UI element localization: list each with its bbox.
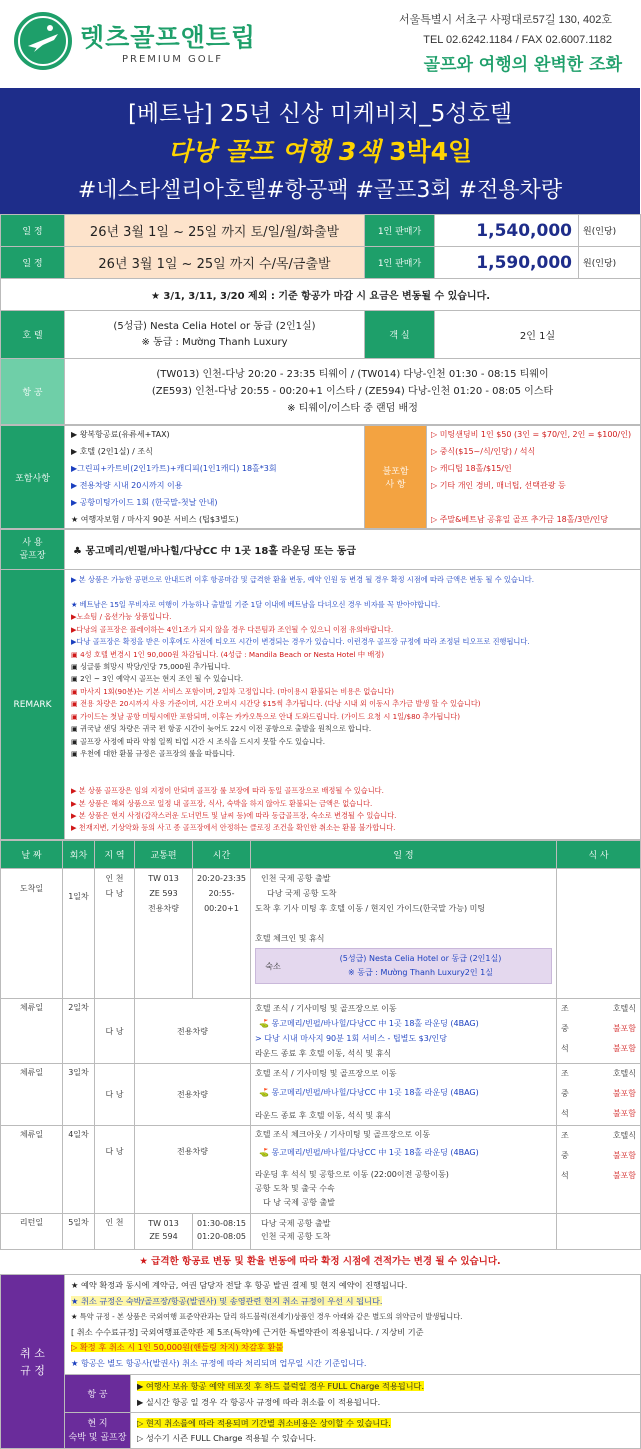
cancel-line-text: ★ 취소 규정은 숙박/골프장/항공(발권사) 및 송영관련 현지 취소 규정이 우선 시 됩니다. — [71, 1295, 383, 1306]
cancel-lines — [65, 1275, 641, 1375]
includes-row — [1, 426, 641, 529]
sched-item: 호텔 조식 / 기사미팅 및 골프장으로 이동 — [255, 1069, 397, 1078]
time-cell — [193, 869, 251, 999]
itin-day-3 — [1, 1064, 641, 1126]
flight-line3: ※ 티웨이/이스타 중 랜덤 배정 — [287, 403, 418, 414]
golf-round-text: 몽고메리/빈펄/바나힐/다낭CC 中 1곳 18홀 라운딩 (4BAG) — [271, 1148, 479, 1157]
area-item: 다 낭 — [105, 889, 124, 898]
day-cell: 체류일 — [1, 1064, 63, 1126]
golf-text: ♣ 몽고메리/빈펄/바나힐/다낭CC 中 1곳 18홀 라운딩 또는 동급 — [65, 530, 641, 570]
sched-item: 인천 국제 공항 출발 — [261, 874, 331, 883]
golf-round — [255, 1081, 552, 1108]
meal-type: 석 — [561, 1044, 569, 1053]
tagline: 골프와 여행의 완벽한 조화 — [423, 55, 622, 75]
price-value: 1,590,000 — [435, 247, 579, 279]
title-line2a: 다낭 골프 여행 3색 — [167, 137, 381, 166]
col-area: 지 역 — [95, 841, 135, 869]
cancel-local-line — [137, 1416, 634, 1431]
remark-line: ▣ 우천에 대한 환불 규정은 골프장의 룰을 따릅니다. — [71, 748, 235, 758]
meal-type: 조 — [561, 1131, 569, 1140]
sched-item: 인천 국제 공항 도착 — [261, 1232, 331, 1241]
meal-value: 불포함 — [612, 1024, 636, 1033]
logo-icon — [14, 12, 72, 70]
include-item: ★ 여행자보험 / 마사지 90분 서비스 (팁$3별도) — [71, 515, 239, 524]
time-item: 20:55-00:20+1 — [204, 889, 239, 913]
cancel-local-row — [1, 1413, 641, 1449]
title-line2 — [0, 132, 640, 172]
cancel-line — [71, 1294, 634, 1310]
time-item: 01:20-08:05 — [197, 1232, 246, 1241]
area-cell — [95, 869, 135, 999]
meal-cell — [557, 999, 641, 1064]
remark-line: ▣ 전용 차량은 20시까지 사용 가준이며, 시간 오버시 시간당 $15씩 추가됩니다. (다낭 시내 외 이동시 추가금 발생 할 수 있습니다) — [71, 699, 481, 709]
cancel-local-line: ▷ 성수기 시즌 FULL Charge 적용될 수 있습니다. — [137, 1432, 317, 1443]
notice-text: ★ 3/1, 3/11, 3/20 제외 : 기준 항공가 마감 시 요금은 변동될 수 있습니다. — [1, 279, 641, 311]
remark-line — [71, 587, 640, 599]
sched-item: 라운드 종료 후 호텔 이동, 석식 및 휴식 — [255, 1111, 392, 1120]
col-schedule: 일 정 — [251, 841, 557, 869]
remark-line: ▣ 마사지 1회(90분)는 기본 서비스 포함이며, 2일차 고정입니다. (마이용시 환불되는 비용은 없습니다) — [71, 686, 394, 696]
area-cell: 다 낭 — [95, 1126, 135, 1214]
hotel-name: (5성급) Nesta Celia Hotel or 동급 (2인1실) — [113, 320, 316, 332]
transport-cell — [135, 869, 193, 999]
sched-item: 다 낭 국제 공항 출발 — [263, 1198, 335, 1207]
contact-info — [399, 10, 612, 50]
flight-line1: (TW013) 인천-다낭 20:20 - 23:35 티웨이 / (TW014) 다낭-인천 01:30 - 08:15 티웨이 — [156, 369, 549, 380]
title-line3: #네스타셀리아호텔#항공팩 #골프3회 #전용차량 — [77, 178, 563, 203]
hotel-cell — [65, 311, 365, 359]
area-cell: 다 낭 — [95, 1064, 135, 1126]
meal-row — [561, 1126, 636, 1146]
hotel-box — [255, 948, 552, 984]
transport-item: TW 013 — [148, 874, 179, 883]
sched-item: 라운딩 후 석식 및 공항으로 이동 (22:00이전 공항이동) — [255, 1170, 449, 1179]
transport-cell: 전용차량 — [135, 1064, 251, 1126]
schedule-label: 일 정 — [1, 215, 65, 247]
time-item: 20:20-23:35 — [197, 874, 246, 883]
flight-cell — [65, 359, 641, 425]
schedule-row-2 — [1, 247, 641, 279]
col-transport: 교통편 — [135, 841, 193, 869]
meal-value: 불포함 — [612, 1089, 636, 1098]
meal-value: 호텔식 — [612, 1004, 636, 1013]
itin-day-2 — [1, 999, 641, 1064]
day-cell: 리턴일 — [1, 1214, 63, 1250]
company-sub: PREMIUM GOLF — [122, 54, 223, 65]
sched-item — [255, 916, 552, 931]
cancel-label: 취 소 규 정 — [1, 1275, 65, 1449]
warning-text: ★ 급격한 항공료 변동 및 환율 변동에 따라 확정 시점에 견적가는 변경 될 수 있습니다. — [139, 1256, 501, 1267]
meal-type: 조 — [561, 1069, 569, 1078]
company-name: 렛츠골프앤트립 — [80, 23, 257, 52]
meal-cell — [557, 1214, 641, 1250]
seq-cell: 1일차 — [63, 869, 95, 999]
not-included-label: 불포함 사 항 — [365, 426, 427, 529]
cancel-local-label: 현 지 숙박 및 골프장 — [65, 1413, 131, 1449]
price-unit: 원(인당) — [579, 247, 641, 279]
cancel-line: [ 취소 수수료규정] 국외여행표준약관 제 5조(특약)에 근거한 특별약관이 적용됩니다. / 지상비 기준 — [71, 1326, 424, 1337]
remark-line: ▣ 가이드는 첫날 공항 미팅시에만 포함되며, 이후는 카카오톡으로 안내 도와드립니다. (가이드 요청 시 1일/$80 추가됩니다) — [71, 711, 461, 721]
sched-item: > 다낭 시내 마사지 90분 1회 서비스 - 팁별도 $3/인당 — [255, 1034, 447, 1043]
cancel-air-line — [137, 1378, 634, 1394]
cancel-line-text: ▷ 확정 후 취소 시 1인 50,000원(핸들링 차지) 차감후 환불 — [71, 1342, 284, 1352]
meal-row — [561, 1064, 636, 1084]
flight-line2: (ZE593) 인천-다낭 20:55 - 00:20+1 이스타 / (ZE594) 다낭-인천 01:20 - 08:05 이스타 — [151, 386, 554, 397]
meal-type: 석 — [561, 1171, 569, 1180]
hotel-alt: ※ 동급 : Mường Thanh Luxury — [141, 336, 288, 348]
golf-label: 사 용 골프장 — [1, 530, 65, 570]
schedule-value: 26년 3월 1일 ~ 25일 까지 수/목/금출발 — [65, 247, 365, 279]
transport-item: 전용차량 — [148, 904, 179, 913]
meal-value: 불포함 — [612, 1151, 636, 1160]
meal-cell — [557, 1126, 641, 1214]
itin-day-4 — [1, 1126, 641, 1214]
transport-cell: 전용차량 — [135, 999, 251, 1064]
meal-type: 중 — [561, 1089, 569, 1098]
title-line2b: 3박4일 — [380, 137, 473, 166]
meal-value: 불포함 — [612, 1171, 636, 1180]
meal-value: 호텔식 — [612, 1069, 636, 1078]
phone: TEL 02.6242.1184 / FAX 02.6007.1182 — [423, 34, 612, 46]
seq-cell: 5일차 — [63, 1214, 95, 1250]
transport-cell: 전용차량 — [135, 1126, 251, 1214]
itinerary-table — [0, 840, 641, 1250]
includes-table — [0, 425, 641, 529]
remark-line: ▶다낭의 골프장은 플레이하는 4인1조가 되지 않을 경우 다른팀과 조인될 수 있으니 이점 유의바랍니다. — [71, 624, 394, 634]
remark-line: ▶ 본 상품 골프장은 임의 지정이 안되며 골프장 룰 보장에 따라 동일 골프장으로 배정될 수 있습니다. — [71, 786, 384, 796]
remark-line: ▣ 2인 ~ 3인 예약시 골프는 현지 조인 될 수 있습니다. — [71, 674, 244, 684]
hotel-label: 호 텔 — [1, 311, 65, 359]
cancel-local-lines — [131, 1413, 641, 1449]
remark-line: ▣ 귀국날 샌딩 차량은 귀국 편 항공 시간이 늦어도 22시 이전 공항으로 출발을 원칙으로 합니다. — [71, 724, 372, 734]
transport-item: TW 013 — [148, 1219, 179, 1228]
not-item: ▷ 중식($15~/식/인당) / 석식 — [431, 447, 536, 456]
area-cell: 인 천 — [95, 1214, 135, 1250]
sched-item: 호텔 조식 / 기사미팅 및 골프장으로 이동 — [255, 1004, 397, 1013]
sched-item: 호텔 체크인 및 휴식 — [255, 934, 325, 943]
cancel-line — [71, 1340, 634, 1356]
cancel-air-row — [1, 1375, 641, 1413]
cancel-air-lines — [131, 1375, 641, 1413]
day-cell: 도착일 — [1, 869, 63, 999]
not-item: ▷ 주말&베트남 공휴일 골프 추가금 18홀/3만/인당 — [431, 515, 609, 524]
seq-cell: 4일차 — [63, 1126, 95, 1214]
not-included-list — [427, 426, 641, 529]
remark-line: ▶ 본 상품은 현지 사정(갑작스러운 도너먼트 및 날씨 등)에 따라 동급골프장, 숙소로 변경될 수 있습니다. — [71, 810, 397, 820]
title-line1: [베트남] 25년 신상 미케비치_5성호텔 — [127, 101, 513, 127]
cancel-row — [1, 1275, 641, 1375]
not-item: ▷ 기타 개인 경비, 매너팁, 선택관광 등 — [431, 481, 566, 490]
meal-type: 중 — [561, 1024, 569, 1033]
sched-item: 다낭 국제 공항 출발 — [261, 1219, 331, 1228]
flight-label: 항 공 — [1, 359, 65, 425]
itin-day-5 — [1, 1214, 641, 1250]
hotel-box-line2: ※ 동급 : Mường Thanh Luxury2인 1실 — [348, 968, 493, 977]
header — [0, 0, 640, 88]
sched-item: 도착 후 기사 미팅 후 호텔 이동 / 현지인 가이드(한국말 가능) 미팅 — [255, 904, 486, 913]
not-item: ▷ 캐디팁 18홀/$15/인 — [431, 464, 512, 473]
golf-flag-icon: ⛳ — [259, 1088, 272, 1097]
flight-row — [1, 359, 641, 425]
golf-flag-icon: ⛳ — [259, 1019, 272, 1028]
itinerary-header — [1, 841, 641, 869]
transport-item: ZE 594 — [149, 1232, 178, 1241]
meal-type: 석 — [561, 1109, 569, 1118]
col-day: 날 짜 — [1, 841, 63, 869]
remark-line — [71, 773, 640, 785]
area-item: 인 천 — [105, 874, 124, 883]
golf-round — [255, 1016, 552, 1031]
time-item: 01:30-08:15 — [197, 1219, 246, 1228]
day-cell: 체류일 — [1, 999, 63, 1064]
golf-flag-icon: ⛳ — [259, 1148, 272, 1157]
sched-item: 호텔 조식 체크아웃 / 기사미팅 및 골프장으로 이동 — [255, 1130, 431, 1139]
schedule-label: 일 정 — [1, 247, 65, 279]
room-label: 객 실 — [365, 311, 435, 359]
schedule-row-1 — [1, 215, 641, 247]
meal-value: 불포함 — [612, 1109, 636, 1118]
meal-row — [561, 999, 636, 1019]
remark-lines — [71, 574, 640, 834]
area-cell: 다 낭 — [95, 999, 135, 1064]
meal-value: 불포함 — [612, 1044, 636, 1053]
include-item: ▶그린피+카트비(2인1카트)+캐디피(1인1캐디) 18홀*3회 — [71, 464, 277, 473]
golf-row — [1, 530, 641, 570]
schedule-text — [65, 215, 365, 247]
cancel-air-label: 항 공 — [65, 1375, 131, 1413]
meal-cell — [557, 1064, 641, 1126]
meal-row — [561, 1166, 636, 1186]
time-cell — [193, 1214, 251, 1250]
itin-day-1 — [1, 869, 641, 999]
notice-row — [1, 279, 641, 311]
cancel-line: ★ 예약 확정과 동시에 계약금, 여권 담당자 전달 후 항공 발권 결제 및 현지 예약이 진행됩니다. — [71, 1280, 408, 1290]
col-meal: 식 사 — [557, 841, 641, 869]
remark-line — [71, 760, 640, 772]
title-banner — [0, 88, 640, 214]
room-value: 2인 1실 — [435, 311, 641, 359]
includes-label: 포함사항 — [1, 426, 65, 529]
meal-row — [561, 1104, 636, 1124]
golf-round — [255, 1142, 552, 1168]
cancel-local-text: ▷ 현지 취소를에 따라 적용되며 기간별 취소비용은 상이할 수 있습니다. — [137, 1417, 391, 1428]
golf-table — [0, 529, 641, 840]
remark-line: ▣ 골프장 사정에 따라 약침 일찍 티업 시간 시 조식을 드시지 못할 수도 있습니다. — [71, 736, 326, 746]
col-time: 시간 — [193, 841, 251, 869]
schedule-value: 26년 3월 1일 ~ 25일 까지 토/일/월/화출발 — [89, 225, 340, 240]
schedule-cell — [251, 999, 557, 1064]
price-label: 1인 판매가 — [365, 247, 435, 279]
price-unit: 원(인당) — [579, 215, 641, 247]
meal-row — [561, 1146, 636, 1166]
remark-line: ▣ 4성 호텔 변경시 1인 90,000원 차감됩니다. (4성급 : Mandila Beach or Nesta Hotel 中 배정) — [71, 649, 385, 659]
not-item — [431, 494, 640, 511]
meal-type: 중 — [561, 1151, 569, 1160]
remark-label: REMARK — [1, 570, 65, 840]
includes-list — [65, 426, 365, 529]
address: 서울특별시 서초구 사평대로57길 130, 402호 — [399, 14, 612, 26]
sched-item: 라운드 종료 후 호텔 이동, 석식 및 휴식 — [255, 1049, 392, 1058]
hotel-row — [1, 311, 641, 359]
hotel-box-line1: (5성급) Nesta Celia Hotel or 동급 (2인1실) — [339, 954, 502, 963]
sched-item: 다낭 국제 공항 도착 — [267, 889, 337, 898]
golf-round-text: 몽고메리/빈펄/바나힐/다낭CC 中 1곳 18홀 라운딩 (4BAG) — [271, 1088, 479, 1097]
include-item: ▶ 공항미팅가이드 1회 (한국말-첫날 안내) — [71, 498, 218, 507]
remark-line: ▶ 천재지변, 기상악화 등의 사고 종 골프장에서 안정하는 클로징 조건을 확인한 취소는 환불 불가합니다. — [71, 823, 396, 833]
schedule-cell — [251, 1064, 557, 1126]
include-item: ▶ 호텔 (2인1실) / 조식 — [71, 447, 153, 456]
meal-row — [561, 1084, 636, 1104]
hotel-box-text — [290, 952, 551, 980]
remark-line: ▶ 본 상품은 해외 상품으로 일정 내 골프장, 식사, 숙박을 하지 않아도 환불되는 금액은 없습니다. — [71, 798, 373, 808]
remark-line: ▶다낭 골프장은 확정을 받은 이후에도 사전에 티오프 시간이 변경되는 경우가 있습니다. 이런경우 골프장 규정에 따라 조정된 티오프로 진행됩니다. — [71, 637, 530, 647]
include-item: ▶ 왕복항공료(유류세+TAX) — [71, 430, 170, 439]
cancel-line: ★ 특약 규정 - 본 상품은 국외여행 표준약관과는 달리 하드블럭(전세기)상품인 경우 아래와 같은 별도의 위약금이 발생됩니다. — [71, 1312, 463, 1321]
cancel-air-line: ▶ 실시간 항공 일 경우 각 항공사 규정에 따라 취소를 이 적용됩니다. — [137, 1396, 381, 1407]
meal-cell — [557, 869, 641, 999]
meal-value: 호텔식 — [612, 1131, 636, 1140]
hotel-box-label: 숙소 — [265, 961, 281, 971]
meal-row — [561, 1039, 636, 1059]
price-value: 1,540,000 — [435, 215, 579, 247]
transport-item: ZE 593 — [149, 889, 178, 898]
meal-row — [561, 1019, 636, 1039]
include-item: ▶ 전용차량 시내 20시까지 이용 — [71, 481, 183, 490]
seq-cell: 2일차 — [63, 999, 95, 1064]
transport-cell — [135, 1214, 193, 1250]
not-item: ▷ 미팅샌딩비 1인 $50 (3인 = $70/인, 2인 = $100/인) — [431, 430, 632, 439]
remark-row — [1, 570, 641, 840]
cancel-line: ★ 항공은 별도 항공사(발권사) 취소 규정에 따라 처리되며 업무일 시간 기준입니다. — [71, 1357, 367, 1368]
cancel-table — [0, 1274, 641, 1449]
day-cell: 체류일 — [1, 1126, 63, 1214]
summary-table — [0, 214, 641, 425]
meal-type: 조 — [561, 1004, 569, 1013]
seq-cell: 3일차 — [63, 1064, 95, 1126]
remark-line: ▶ 본 상품은 가능한 공편으로 안내드려 이후 항공마감 및 급격한 환율 변동, 예약 인원 등 변경 될 경우 확정 시점에 따라 금액은 변동 될 수 있습니다. — [71, 575, 534, 585]
remark-line: ▶노쇼팀 / 옵션가능 상품입니다. — [71, 612, 172, 622]
schedule-cell — [251, 1126, 557, 1214]
cancel-air-text: ▶ 여행사 보유 항공 예약 데포짓 후 하드 블럭일 경우 FULL Charge 적용됩니다. — [137, 1380, 425, 1391]
sched-item: 공항 도착 및 출국 수속 — [255, 1184, 335, 1193]
remark-line: ★ 베트남은 15일 무비자로 여행이 가능하나 출발일 기준 1달 이내에 베트남을 다녀오신 경우 비자를 꼭 받아야합니다. — [71, 600, 441, 610]
remark-list — [65, 570, 641, 840]
price-label: 1인 판매가 — [365, 215, 435, 247]
golf-round-text: 몽고메리/빈펄/바나힐/다낭CC 中 1곳 18홀 라운딩 (4BAG) — [271, 1019, 479, 1028]
schedule-cell — [251, 1214, 557, 1250]
remark-line: ▣ 싱글룸 희망시 박당/인당 75,000원 추가됩니다. — [71, 662, 231, 672]
schedule-cell — [251, 869, 557, 999]
col-seq: 회차 — [63, 841, 95, 869]
